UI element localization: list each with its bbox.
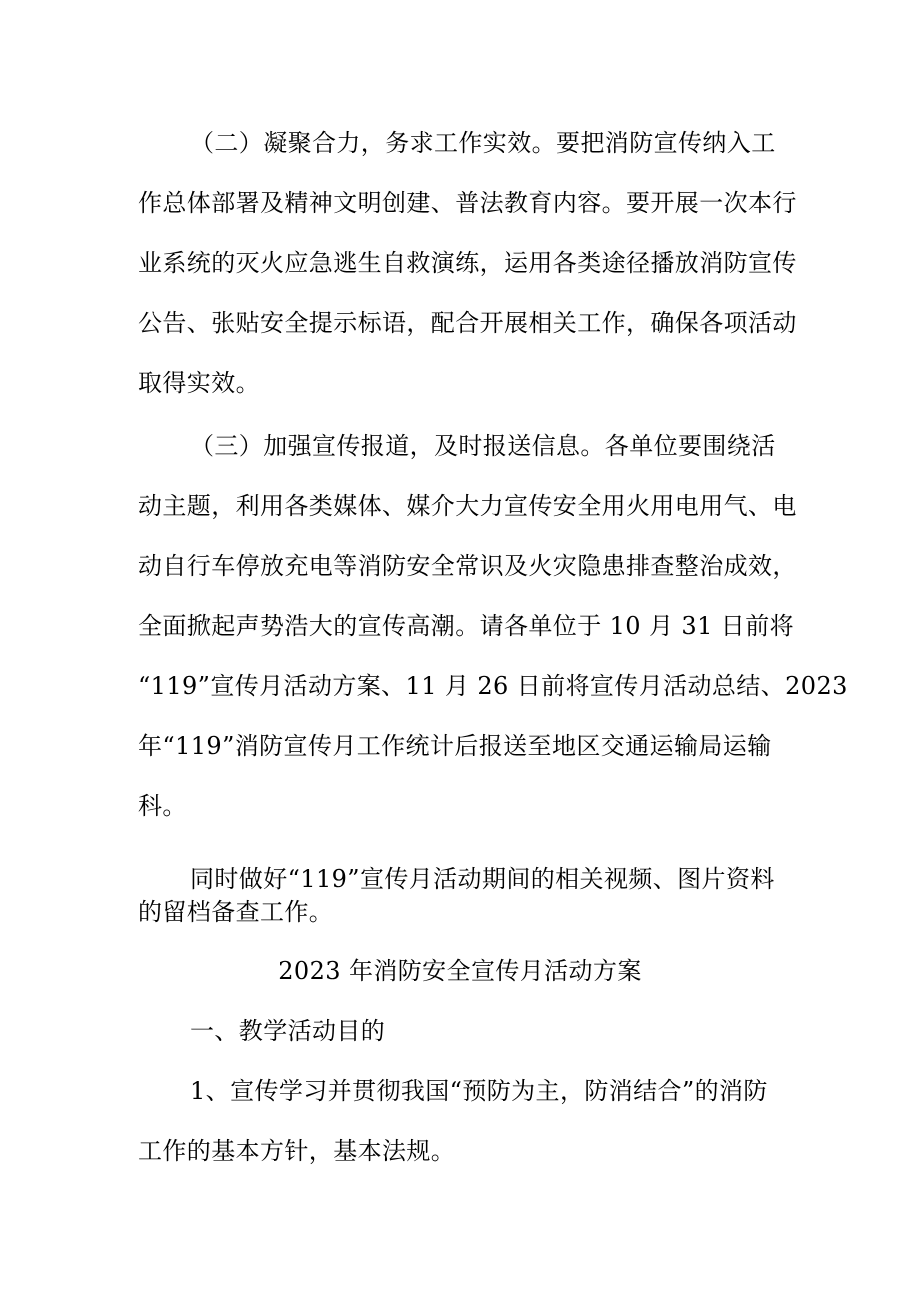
paragraph-2-line-4: 公告、张贴安全提示标语，配合开展相关工作，确保各项活动 bbox=[138, 309, 797, 337]
paragraph-3-line-3: 动自行车停放充电等消防安全常识及火灾隐患排查整治成效， bbox=[138, 552, 797, 580]
item-1-line-1: 1、宣传学习并贯彻我国“预防为主，防消结合”的消防 bbox=[190, 1077, 768, 1105]
heading-objectives: 一、教学活动目的 bbox=[190, 1017, 386, 1045]
paragraph-3-line-5: “119”宣传月活动方案、11 月 26 日前将宣传月活动总结、2023 bbox=[138, 672, 848, 700]
paragraph-2-line-2: 作总体部署及精神文明创建、普法教育内容。要开展一次本行 bbox=[138, 189, 797, 217]
paragraph-4-line-1: 同时做好“119”宣传月活动期间的相关视频、图片资料 bbox=[190, 865, 775, 893]
paragraph-2-line-3: 业系统的灭火应急逃生自救演练，运用各类途径播放消防宣传 bbox=[138, 249, 797, 277]
paragraph-2-line-5: 取得实效。 bbox=[138, 369, 260, 397]
paragraph-3-line-6: 年“119”消防宣传月工作统计后报送至地区交通运输局运输 bbox=[138, 732, 772, 760]
section-title: 2023 年消防安全宣传月活动方案 bbox=[278, 957, 642, 985]
paragraph-4-line-2: 的留档备查工作。 bbox=[138, 898, 334, 926]
paragraph-3-line-4: 全面掀起声势浩大的宣传高潮。请各单位于 10 月 31 日前将 bbox=[138, 612, 794, 640]
paragraph-3-line-2: 动主题，利用各类媒体、媒介大力宣传安全用火用电用气、电 bbox=[138, 492, 797, 520]
paragraph-3-line-1: （三）加强宣传报道，及时报送信息。各单位要围绕活 bbox=[190, 432, 776, 460]
paragraph-2-line-1: （二）凝聚合力，务求工作实效。要把消防宣传纳入工 bbox=[190, 129, 776, 157]
item-1-line-2: 工作的基本方针，基本法规。 bbox=[138, 1137, 456, 1165]
paragraph-3-line-7: 科。 bbox=[138, 792, 187, 820]
